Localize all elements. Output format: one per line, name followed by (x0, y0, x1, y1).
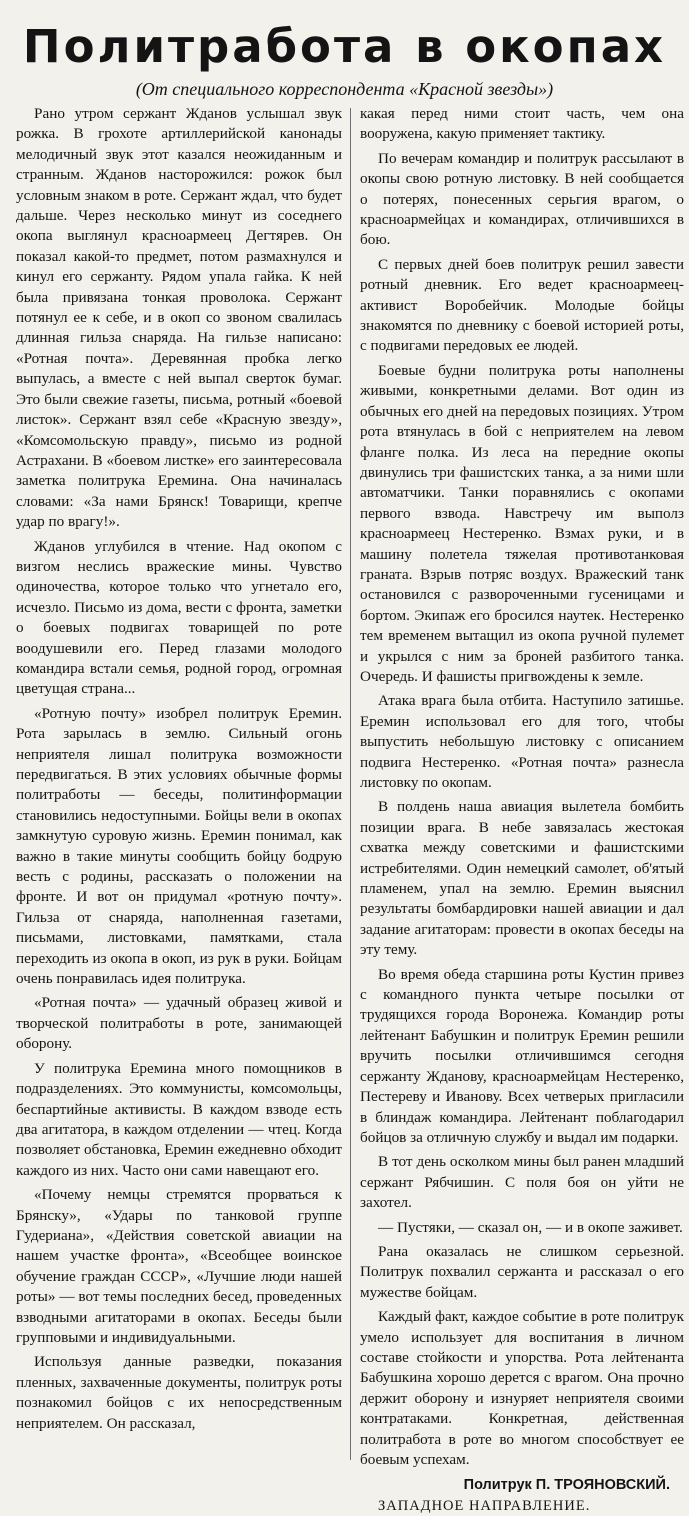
paragraph: Боевые будни политрука роты наполнены живыми, конкретными делами. Вот один из обычных его дней на передовых позициях. Утром рота втянулась в бой с неприятелем на левом фланге полка. Из леса на передние окопы двинулись три фашистских танка, а за ними шли автоматчики. Танки поравнялись с окопами первого взвода. Навстречу им выполз красноармеец Нестеренко. Взмах руки, и в машину полетела тяжелая противотанковая граната. Взрыв потряс воздух. Вражеский танк остановился с развороченными гусеницами и бортом. Экипаж его бросился наутек. Нестеренко тем временем вытащил из окопа ручной пулемет и укрылся с ним за броней разбитого танка. Очередь. И фашисты пригвождены к земле. (360, 361, 684, 685)
paragraph: — Пустяки, — сказал он, — и в окопе заживет. (378, 1218, 683, 1236)
paragraph: Жданов углубился в чтение. Над окопом с визгом неслись вражеские мины. Чувство одиночества, которое только что угнетало его, исчезло. Письмо из дома, вести с фронта, заметки о боевых подвигах товарищей по роте воодушевили его. Перед глазами молодого командира встали семья, родной город, огромная цветущая страна... (16, 537, 342, 698)
author-signature: Политрук П. ТРОЯНОВСКИЙ. (463, 1477, 670, 1494)
dateline-place: ЗАПАДНОЕ НАПРАВЛЕНИЕ. (378, 1498, 591, 1515)
paragraph: У политрука Еремина много помощников в подразделениях. Это коммунисты, комсомольцы, беспартийные активисты. В каждом взводе есть два агитатора, в каждом отделении — чтец. Когда позволяет обстановка, Еремин ежедневно обходит каждого из них. Часто они сами навещают его. (16, 1059, 342, 1179)
column-divider (350, 108, 351, 1460)
paragraph: В тот день осколком мины был ранен младший сержант Рябчишин. С поля боя он уйти не захотел. (360, 1153, 684, 1212)
paragraph: Используя данные разведки, показания пленных, захваченные документы, политрук роты познакомил бойцов с их непосредственным неприятелем. Он рассказал, (16, 1353, 342, 1432)
paragraph: «Почему немцы стремятся прорваться к Брянску», «Удары по танковой группе Гудериана», «Действия советской авиации на нашем участке фронта», «Всеобщее воинское обучение граждан СССР», «Лучшие люди нашей роты» — вот темы последних бесед, проведенных взводными агитаторами в окопах. Беседы были групповыми и индивидуальными. (16, 1186, 342, 1346)
paragraph: С первых дней боев политрук решил завести ротный дневник. Его ведет красноармеец-активист Воробейчик. Молодые бойцы знакомятся по дневнику с боевой историей роты, с подвигами передовых ее людей. (360, 255, 684, 355)
paragraph: Каждый факт, каждое событие в роте политрук умело использует для воспитания в личном составе стойкости и упорства. Рота лейтенанта Бабушкина хорошо дерется с врагом. Она прочно держит оборону и изнуряет неприятеля своими контратаками. Конкретная, действенная политработа в роте во многом способствует ее боевым успехам. (360, 1308, 684, 1468)
paragraph: какая перед ними стоит часть, чем она вооружена, какую применяет тактику. (360, 105, 684, 143)
paragraph: По вечерам командир и политрук рассылают в окопы свою ротную листовку. В ней сообщается о потерях, понесенных серьгия врагом, о красноармейцах и командирах, отличившихся в бою. (360, 149, 684, 249)
left-column (16, 104, 342, 1454)
article-headline: Политработа в окопах (22, 20, 667, 73)
paragraph: Рана оказалась не слишком серьезной. Политрук похвалил сержанта и рассказал о его мужестве бойцам. (360, 1242, 684, 1301)
paragraph: Атака врага была отбита. Наступило затишье. Еремин использовал его для того, чтобы выпустить небольшую листовку с описанием подвига Нестеренко. «Ротная почта» разнесла листовку по окопам. (360, 692, 684, 791)
paragraph: Во время обеда старшина роты Кустин привез с командного пункта четыре посылки от трудящихся города Воронежа. Командир роты лейтенант Бабушкин и политрук Еремин решили вручить посылки отличившимся сегодня сержанту Жданову, красноармейцам Нестеренко, Пестереву и Иванову. Всех четверых пригласили в блиндаж командира. Лейтенант поблагодарил бойцов за отличную службу и выдал им подарки. (360, 965, 684, 1146)
paragraph: Рано утром сержант Жданов услышал звук рожка. В грохоте артиллерийской канонады мелодичный звук этот казался неожиданным и странным. Жданов насторожился: рожок был условным знаком в роте. Сержант ждал, что будет дальше. Через несколько минут из соседнего окопа выглянул красноармеец Дегтярев. Он показал какой-то предмет, потом размахнулся и кинул его сержанту. Рядом упала гайка. К ней была привязана тонкая проволока. Сержант потянул ее к себе, и в окоп со звоном свалилась длинная гильза снаряда. На гильзе написано: «Ротная почта». Деревянная пробка легко выпулась, а вместе с ней выпал сверток бумаг. Это были свежие газеты, письма, ротный «боевой листок». Сержант взял себе «Красную звезду», «Комсомольскую правду», письмо из родной Астрахани. В «боевом листке» его заинтересовала заметка политрука Еремина. Она начиналась словами: «За нами Брянск! Товарищи, крепче удар по врагу!». (16, 105, 342, 531)
paragraph: «Ротная почта» — удачный образец живой и творческой политработы в роте, занимающей оборону. (16, 994, 342, 1053)
paragraph: «Ротную почту» изобрел политрук Еремин. Рота зарылась в землю. Сильный огонь неприятеля лишал политрука возможности передвигаться. В этих условиях обычные формы политработы — беседы, политинформации становились недоступными. Бойцы вели в окопах замкнутую суровую жизнь. Еремин понимал, как важно в такие минуты сообщить бойцу бодрую весть с родины, рассказать о положении на фронте. И вот он придумал «ротную почту». Гильза от снаряда, наполненная газетами, письмами, листовками, памятками, стала переходить из окопа в окоп, из рук в руки. Бойцам очень понравилась идея политрука. (16, 704, 342, 988)
article-subtitle: (От специального корреспондента «Красной звезды») (135, 79, 554, 99)
right-column (360, 104, 684, 1515)
paragraph: В полдень наша авиация вылетела бомбить позиции врага. В небе завязалась жестокая схватка между советскими и фашистскими истребителями. Один немецкий самолет, об'ятый пламенем, упал на землю. Еремин выяснил результаты бомбардировки нашей авиации и дал задание агитаторам: провести в окопах беседы на эту тему. (360, 798, 684, 959)
